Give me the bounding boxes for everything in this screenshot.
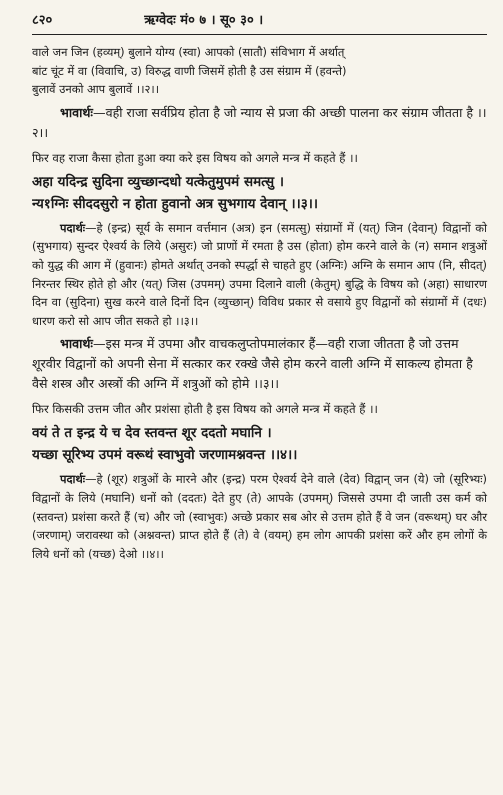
padarth-label: पदार्थः [60,472,86,487]
mantra-3-line-1: अहा यदिन्द्र सुदिना व्युच्छान्दधो यत्केतुमुपमं समत्सु । [32,173,284,190]
intro-mantra-3: फिर वह राजा कैसा होता हुआ क्या करे इस विषय को अगले मन्त्र में कहते हैं ।। [32,150,358,165]
continuation-line: बांट चूंट में वा (विवाचि, उ) विरुद्ध वाणी जिसमें होती है उस संग्राम में (हवन्ते) [32,63,347,78]
mantra-4-line-1: वयं ते त इन्द्र ये च देव स्तवन्त शूर ददतो मघानि । [32,425,272,442]
padarth-label: पदार्थः [60,220,86,235]
page-reference: ऋग्वेदः मं० ७ । सू० ३० । [144,13,264,28]
bhavarth-2 [32,103,487,143]
padarth-4 [32,470,487,563]
continuation-line: वाले जन जिन (हव्यम्) बुलाने योग्य (स्वा) आपको (सातौ) संविभाग में अर्थात् [32,45,345,59]
page-number: ८२० [32,13,53,28]
bhavarth-label: भावार्थः [60,336,93,352]
continuation-line: बुलावें उनको आप बुलावें ।।२।। [32,82,160,97]
page-header [32,10,487,35]
bhavarth-label: भावार्थः [60,104,93,120]
padarth-3 [32,219,487,331]
bhavarth-text: —इस मन्त्र में उपमा और वाचकलुप्तोपमालंकार हैं—वही राजा जीतता है जो उत्तम शूरवीर विद्वानों को अपनी सेना में सत्कार कर रक्खे जैसे होम करने वाली अग्नि में साकल्य होमता है वैसे शस्त्र और अस्त्रों की अग्नि में शत्रुओं को होमे ।।३।। [32,336,473,392]
padarth-text: —हे (शूर) शत्रुओं के मारने और (इन्द्र) परम ऐश्वर्य देने वाले (देव) विद्वान् जन (ये) जो (सूरिभ्यः) विद्वानों के लिये (मघानि) धनों को (ददतः) देते हुए (ते) आपके (उपमम्) जिससे उपमा दी जाती उस कर्म को (स्तवन्त) प्रशंसा करते हैं (च) और जो (स्वाभुवः) अच्छे प्रकार सब ओर से उत्तम होते हैं वे जन (वरूथम्) घर और (जरणाम्) जरावस्था को (अश्नवन्त) प्राप्त होते हैं (ते) वे (वयम्) हम लोग आपकी प्रशंसा करें और हम लोगों के लिये धनों को (यच्छ) देओ ।।४।। [32,472,487,561]
bhavarth-text: —वही राजा सर्वप्रिय होता है जो न्याय से प्रजा की अच्छी पालना कर संग्राम जीतता है ।।२।। [32,104,487,140]
continuation-block [32,43,487,99]
bhavarth-3 [32,334,487,394]
intro-mantra-4: फिर किसकी उत्तम जीत और प्रशंसा होती है इस विषय को अगले मन्त्र में कहते हैं ।। [32,402,378,417]
mantra-4-line-2: यच्छा सूरिभ्य उपमं वरूथं स्वाभुवो जरणामश्नवन्त ।।४।। [32,447,298,464]
padarth-text: —हे (इन्द्र) सूर्य के समान वर्त्तमान (अत्र) इन (समत्सु) संग्रामों में (यत्) जिन (देवान्) विद्वानों को (सुभगाय) सुन्दर ऐश्वर्य के लिये (असुरः) जो प्राणों में रमता है उस (होता) होम करने वाले के (न) समान शत्रुओं को युद्ध की आग में (हुवानः) होमते अर्थात् उनको स्पर्द्धा से चाहते हुए (अग्निः) अग्नि के समान आप (नि, सीदत्) निरन्तर स्थिर होते हो और (यत्) जिस (उपमम्) उपमा दिलाने वाली (केतुम्) बुद्धि के विषय को (अहा) साधारण दिन वा (सुदिना) सुख करने वाले दिनों दिन (व्युच्छान्) विविध प्रकार से वसाये हुए विद्वानों को संग्रामों में (दधः) धारण करो सो आप जीत सकते हो ।।३।। [32,220,487,328]
mantra-3-line-2: न्य१ग्निः सीददसुरो न होता हुवानो अत्र सुभगाय देवान् ।।३।। [32,195,319,212]
